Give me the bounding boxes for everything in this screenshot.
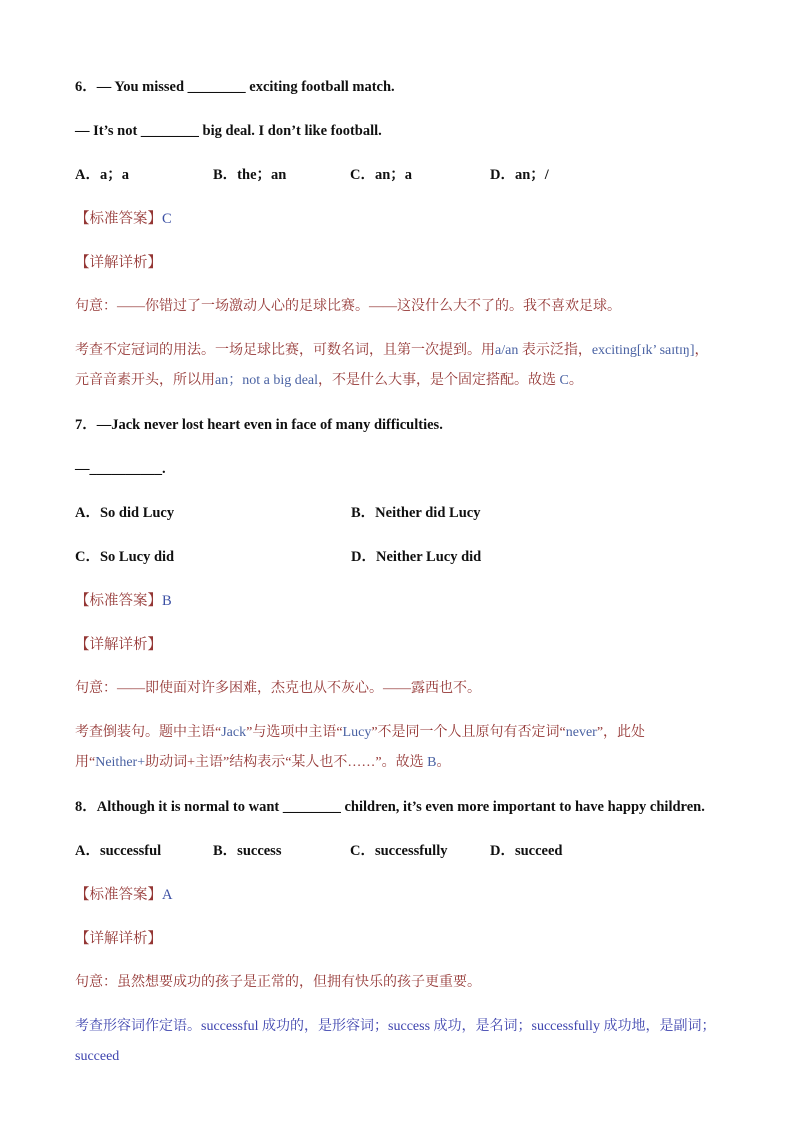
option-d: D．succeed <box>490 843 563 859</box>
option-a: A．successful <box>75 843 162 859</box>
question-7-answer-line <box>75 586 720 616</box>
question-8-meaning: 句意：虽然想要成功的孩子是正常的，但拥有快乐的孩子更重要。 <box>75 975 481 990</box>
analysis-label: 【详解详析】 <box>75 255 162 271</box>
question-7 <box>75 410 720 778</box>
answer-letter: C <box>162 211 172 227</box>
option-b: B．success <box>213 843 282 859</box>
question-7-meaning: 句意：——即使面对许多困难，杰克也从不灰心。——露西也不。 <box>75 681 481 696</box>
question-7-options-row-2 <box>75 542 720 572</box>
question-7-analysis-heading <box>75 630 720 660</box>
option-b: B．Neither did Lucy <box>351 505 481 521</box>
option-a: A．So did Lucy <box>75 505 175 521</box>
option-a: A．a；a <box>75 167 129 183</box>
question-7-analysis: 考查倒装句。题中主语“Jack”与选项中主语“Lucy”不是同一个人且原句有否定词“never”，此处用“Neither+助动词+主语”结构表示“某人也不……”。故选 B。 <box>75 725 646 770</box>
option-c: C．So Lucy did <box>75 549 175 565</box>
answer-letter: B <box>162 593 172 609</box>
question-8-analysis-heading <box>75 924 720 954</box>
standard-answer-label: 【标准答案】 <box>75 211 162 227</box>
analysis-label: 【详解详析】 <box>75 637 162 653</box>
question-6-answer-line <box>75 204 720 234</box>
question-6-stem-line-1: 6．— You missed ________ exciting football match. <box>75 79 395 95</box>
question-6-analysis-heading <box>75 248 720 278</box>
question-6-analysis: 考查不定冠词的用法。一场足球比赛，可数名词，且第一次提到。用a/an 表示泛指，exciting[ɪk’ saɪtɪŋ]，元音音素开头，所以用an；not a big deal，不是什么大事，是个固定搭配。故选 C。 <box>75 343 709 388</box>
question-8 <box>75 792 720 1072</box>
question-8-options <box>75 836 720 866</box>
question-7-stem-line-1: 7．—Jack never lost heart even in face of many difficulties. <box>75 417 443 433</box>
question-6-options <box>75 160 720 190</box>
question-6-meaning: 句意：——你错过了一场激动人心的足球比赛。——这没什么大不了的。我不喜欢足球。 <box>75 299 621 314</box>
question-8-stem: 8．Although it is normal to want ________ children, it’s even more important to have happy children. <box>75 799 705 815</box>
answer-letter: A <box>162 887 173 903</box>
question-6 <box>75 72 720 396</box>
standard-answer-label: 【标准答案】 <box>75 887 162 903</box>
question-8-answer-line <box>75 880 720 910</box>
question-8-analysis: 考查形容词作定语。successful 成功的，是形容词；success 成功，是名词；successfully 成功地，是副词；succeed <box>75 1019 716 1064</box>
standard-answer-label: 【标准答案】 <box>75 593 162 609</box>
question-7-stem-line-2: —__________. <box>75 461 166 477</box>
option-c: C．an；a <box>350 167 413 183</box>
option-c: C．successfully <box>350 843 448 859</box>
option-d: D．an；/ <box>490 167 549 183</box>
question-6-stem-line-2: — It’s not ________ big deal. I don’t like football. <box>75 123 382 139</box>
option-d: D．Neither Lucy did <box>351 549 482 565</box>
analysis-label: 【详解详析】 <box>75 931 162 947</box>
option-b: B．the；an <box>213 167 287 183</box>
question-7-options-row-1 <box>75 498 720 528</box>
